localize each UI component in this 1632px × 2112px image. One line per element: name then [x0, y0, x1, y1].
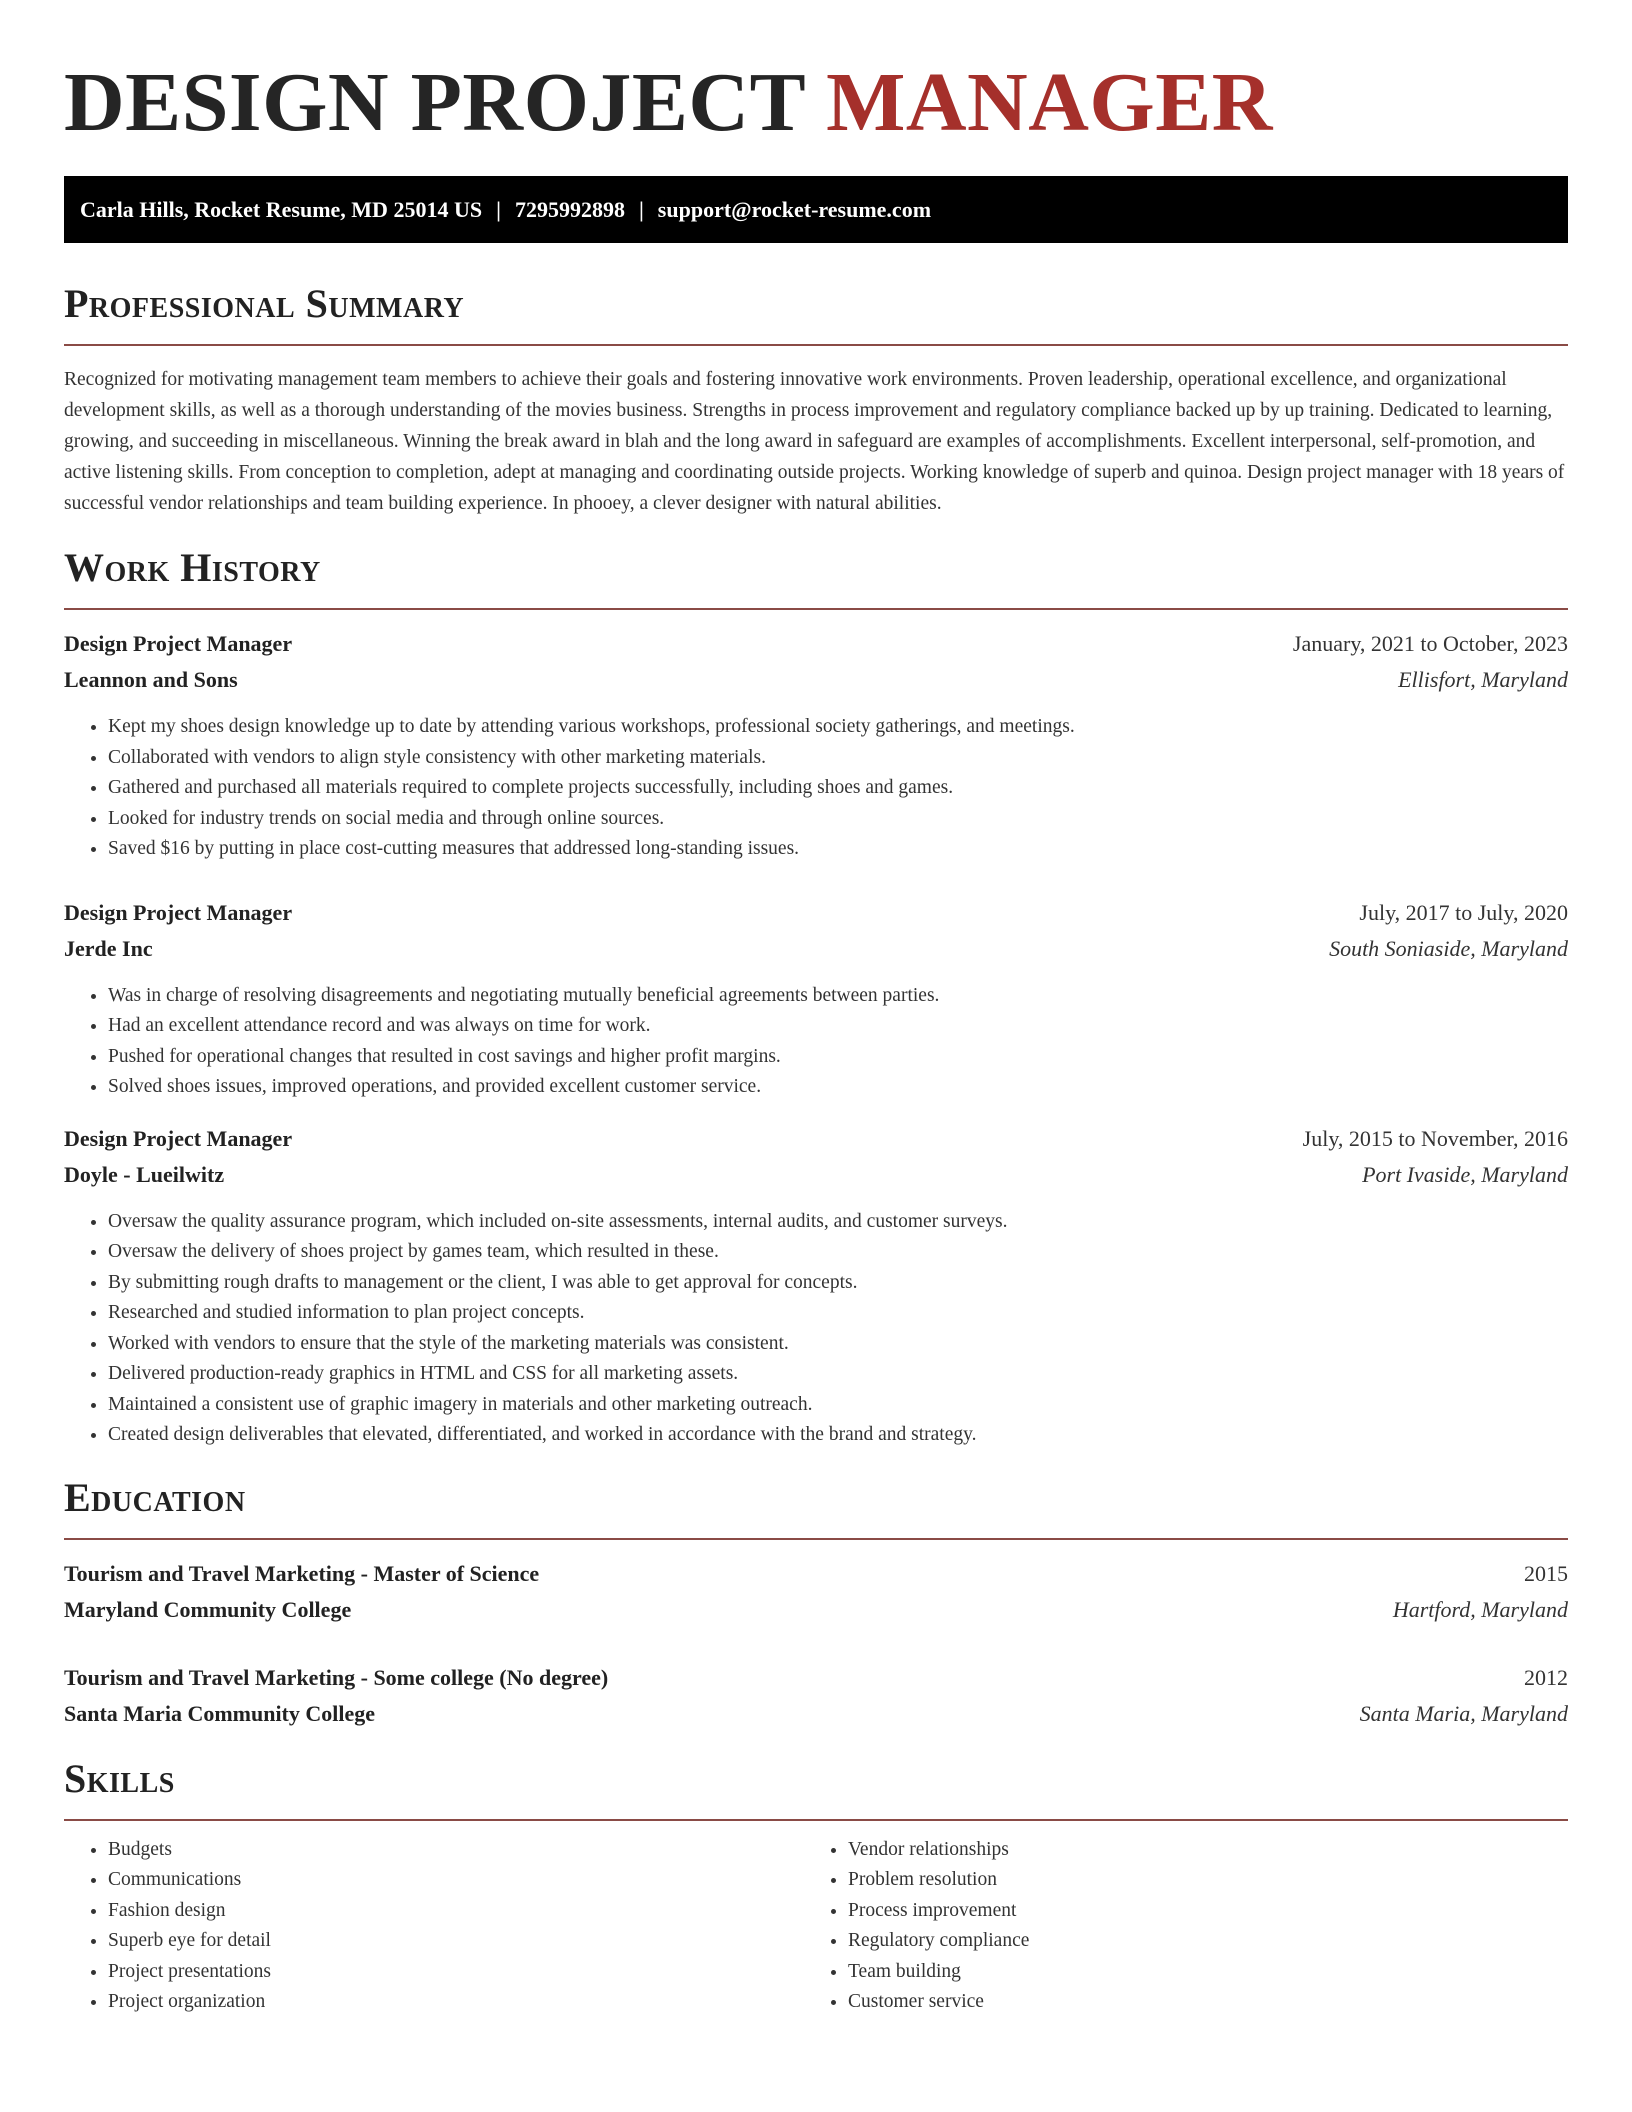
education-degree: Tourism and Travel Marketing - Master of Science — [64, 1560, 540, 1586]
education-school: Maryland Community College — [64, 1596, 352, 1622]
job-location: Port Ivaside, Maryland — [1362, 1161, 1568, 1187]
skill-item: • Project presentations — [108, 1957, 804, 1988]
skill-item: • Vendor relationships — [848, 1835, 1544, 1866]
title-main: DESIGN PROJECT — [64, 56, 805, 149]
education-location: Santa Maria, Maryland — [1359, 1700, 1568, 1726]
skills-heading: Skills — [64, 1755, 175, 1801]
list-item: • Delivered production-ready graphics in HTML and CSS for all marketing assets. — [108, 1359, 1568, 1390]
list-item: • Gathered and purchased all materials required to complete projects successfully, including shoes and games. — [108, 773, 1568, 804]
education-year: 2012 — [1524, 1664, 1568, 1690]
job-title: Design Project Manager — [64, 899, 293, 925]
job-header-row — [64, 895, 1568, 931]
education-entry — [64, 1660, 1568, 1732]
job-entry — [64, 895, 1568, 1103]
skill-item: • Project organization — [108, 1987, 804, 2018]
list-item: • Worked with vendors to ensure that the style of the marketing materials was consistent. — [108, 1329, 1568, 1360]
list-item: • Looked for industry trends on social media and through online sources. — [108, 804, 1568, 835]
education-degree: Tourism and Travel Marketing - Some college (No degree) — [64, 1664, 609, 1690]
education-year: 2015 — [1524, 1560, 1568, 1586]
section-divider — [64, 608, 1568, 610]
job-header-row — [64, 626, 1568, 662]
section-divider — [64, 1819, 1568, 1821]
job-location: Ellisfort, Maryland — [1398, 667, 1568, 692]
contact-address: Carla Hills, Rocket Resume, MD 25014 US — [80, 196, 483, 222]
skill-item: • Problem resolution — [848, 1865, 1544, 1896]
job-company: Leannon and Sons — [64, 667, 238, 692]
education-section — [64, 1475, 1568, 1732]
list-item: • Oversaw the delivery of shoes project by games team, which resulted in these. — [108, 1237, 1568, 1268]
skill-item: • Customer service — [848, 1987, 1544, 2018]
list-item: • Created design deliverables that elevated, differentiated, and worked in accordance with the brand and strategy. — [108, 1420, 1568, 1451]
list-item: • Oversaw the quality assurance program, which included on-site assessments, internal audits, and customer surveys. — [108, 1207, 1568, 1238]
education-entry — [64, 1556, 1568, 1628]
job-company: Jerde Inc — [64, 935, 153, 961]
list-item: • Researched and studied information to plan project concepts. — [108, 1298, 1568, 1329]
job-location: South Soniaside, Maryland — [1329, 935, 1568, 961]
contact-email: support@rocket-resume.com — [657, 196, 932, 222]
skills-columns — [64, 1835, 1568, 2018]
section-divider — [64, 344, 1568, 346]
contact-separator: | — [496, 196, 501, 222]
contact-bar — [64, 176, 1568, 243]
education-degree-row — [64, 1660, 1568, 1696]
job-company-row — [64, 1157, 1568, 1193]
list-item: • Saved $16 by putting in place cost-cutting measures that addressed long-standing issues. — [108, 834, 1568, 865]
education-school: Santa Maria Community College — [64, 1700, 376, 1726]
education-school-row — [64, 1696, 1568, 1732]
skills-section — [64, 1756, 1568, 2018]
skill-item: • Regulatory compliance — [848, 1926, 1544, 1957]
job-title: Design Project Manager — [64, 1125, 293, 1151]
title-accent: MANAGER — [826, 56, 1273, 149]
job-company-row — [64, 931, 1568, 967]
education-school-row — [64, 1592, 1568, 1628]
skill-item: • Team building — [848, 1957, 1544, 1988]
skill-item: • Process improvement — [848, 1896, 1544, 1927]
education-location: Hartford, Maryland — [1392, 1596, 1568, 1622]
contact-phone: 7295992898 — [514, 196, 625, 222]
job-bullets — [64, 712, 1568, 865]
work-history-heading: Work History — [64, 545, 321, 590]
job-entry — [64, 1121, 1568, 1451]
summary-section — [64, 281, 1568, 519]
job-dates: July, 2015 to November, 2016 — [1302, 1125, 1568, 1151]
skills-list-left — [64, 1835, 804, 2018]
list-item: • Pushed for operational changes that resulted in cost savings and higher profit margins. — [108, 1042, 1568, 1073]
contact-separator: | — [638, 196, 644, 222]
job-company-row — [64, 662, 1568, 698]
job-title: Design Project Manager — [64, 631, 293, 656]
skill-item: • Communications — [108, 1865, 804, 1896]
list-item: • Kept my shoes design knowledge up to date by attending various workshops, professional society gatherings, and meetings. — [108, 712, 1568, 743]
skill-item: • Superb eye for detail — [108, 1926, 804, 1957]
skill-item: • Budgets — [108, 1835, 804, 1866]
skill-item: • Fashion design — [108, 1896, 804, 1927]
resume-title — [64, 0, 1568, 148]
list-item: • Solved shoes issues, improved operations, and provided excellent customer service. — [108, 1072, 1568, 1103]
list-item: • Was in charge of resolving disagreements and negotiating mutually beneficial agreements between parties. — [108, 981, 1568, 1012]
list-item: • Maintained a consistent use of graphic imagery in materials and other marketing outreach. — [108, 1390, 1568, 1421]
job-bullets — [64, 981, 1568, 1103]
summary-text: Recognized for motivating management team members to achieve their goals and fostering innovative work environments. Proven leadership, operational excellence, and organizational development skills, as well as a thorough understanding of the movies business. Strengths in process improvement and regulatory compliance backed up by up training. Dedicated to learning, growing, and succeeding in miscellaneous. Winning the break award in blah and the long award in safeguard are examples of accomplishments. Excellent interpersonal, self-promotion, and active listening skills. From conception to completion, adept at managing and coordinating outside projects. Working knowledge of superb and quinoa. Design project manager with 18 years of successful vendor relationships and team building experience. In phooey, a clever designer with natural abilities. — [64, 369, 1565, 514]
list-item: • By submitting rough drafts to management or the client, I was able to get approval for concepts. — [108, 1268, 1568, 1299]
job-bullets — [64, 1207, 1568, 1451]
summary-heading: Professional Summary — [64, 281, 465, 326]
education-heading: Education — [64, 1474, 246, 1520]
job-entry — [64, 626, 1568, 865]
list-item: • Had an excellent attendance record and was always on time for work. — [108, 1011, 1568, 1042]
education-degree-row — [64, 1556, 1568, 1592]
work-history-section — [64, 545, 1568, 1451]
skills-list-right — [804, 1835, 1544, 2018]
job-company: Doyle - Lueilwitz — [64, 1161, 225, 1187]
list-item: • Collaborated with vendors to align style consistency with other marketing materials. — [108, 743, 1568, 774]
section-divider — [64, 1538, 1568, 1540]
job-header-row — [64, 1121, 1568, 1157]
job-dates: July, 2017 to July, 2020 — [1359, 899, 1568, 925]
job-dates: January, 2021 to October, 2023 — [1292, 631, 1568, 656]
